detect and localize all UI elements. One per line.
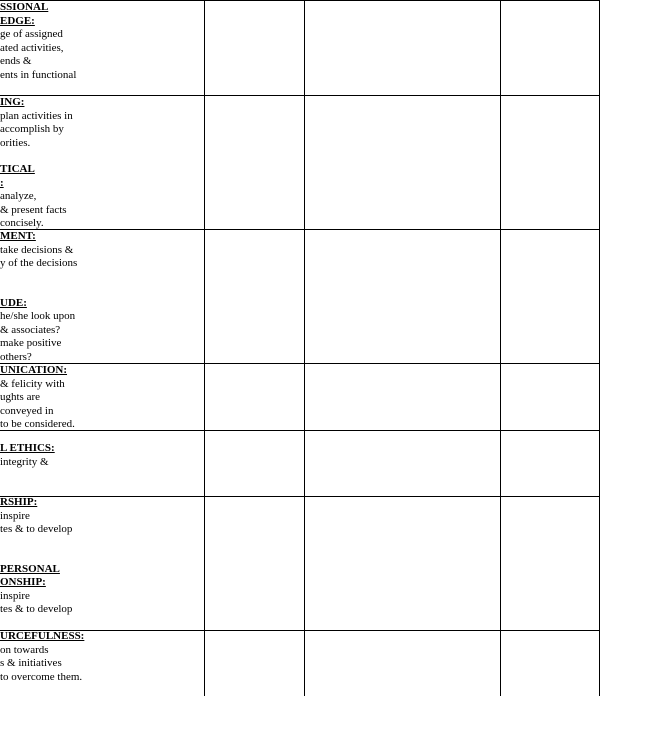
criteria-description: make positive — [0, 337, 62, 349]
criteria-heading: UNICATION: — [0, 364, 68, 376]
criteria-heading: URCEFULNESS: — [0, 630, 85, 642]
criteria-description: & felicity with — [0, 377, 65, 390]
criteria-description: plan activities in — [0, 109, 73, 122]
column-border — [599, 0, 600, 696]
criteria-description: ents in functional — [0, 68, 77, 81]
criteria-heading: MENT: — [0, 230, 36, 242]
criteria-heading: UDE: — [0, 296, 27, 309]
criteria-description: inspire — [0, 509, 30, 522]
criteria-heading: SSIONAL — [0, 1, 49, 13]
criteria-cell — [0, 1, 200, 82]
column-border — [304, 0, 305, 696]
criteria-cell — [0, 230, 200, 364]
criteria-description: he/she look upon — [0, 310, 76, 322]
criteria-heading: ING: — [0, 96, 25, 108]
criteria-description: tes & to develop — [0, 523, 73, 535]
criteria-cell — [0, 442, 200, 469]
criteria-description: to overcome them. — [0, 670, 83, 683]
criteria-description: orities. — [0, 136, 31, 149]
criteria-heading: RSHIP: — [0, 496, 38, 508]
criteria-heading: ONSHIP: — [0, 576, 46, 588]
criteria-cell — [0, 96, 200, 231]
criteria-cell — [0, 630, 200, 684]
criteria-description: integrity & — [0, 455, 49, 468]
criteria-description: others? — [0, 350, 32, 363]
criteria-heading: : — [0, 176, 4, 189]
column-border — [204, 0, 205, 696]
criteria-description: take decisions & — [0, 243, 74, 256]
criteria-description: s & initiatives — [0, 657, 62, 669]
column-border — [500, 0, 501, 696]
criteria-description: & associates? — [0, 323, 61, 336]
criteria-description: analyze, — [0, 190, 37, 202]
criteria-cell — [0, 364, 200, 432]
criteria-description: ughts are — [0, 391, 41, 403]
criteria-cell — [0, 496, 200, 617]
criteria-description: ated activities, — [0, 41, 64, 54]
criteria-description: accomplish by — [0, 123, 64, 135]
criteria-description: & present facts — [0, 203, 67, 216]
criteria-description: inspire — [0, 589, 30, 602]
criteria-description: tes & to develop — [0, 603, 73, 615]
criteria-description: conveyed in — [0, 404, 54, 417]
criteria-heading: EDGE: — [0, 14, 35, 27]
criteria-description: on towards — [0, 643, 49, 656]
criteria-description: to be considered. — [0, 418, 75, 430]
criteria-description: ends & — [0, 55, 32, 67]
criteria-heading: PERSONAL — [0, 562, 60, 575]
criteria-heading: TICAL — [0, 163, 35, 175]
criteria-description: y of the decisions — [0, 257, 78, 269]
criteria-description: concisely. — [0, 217, 44, 229]
criteria-heading: L ETHICS: — [0, 442, 55, 454]
criteria-description: ge of assigned — [0, 28, 63, 40]
